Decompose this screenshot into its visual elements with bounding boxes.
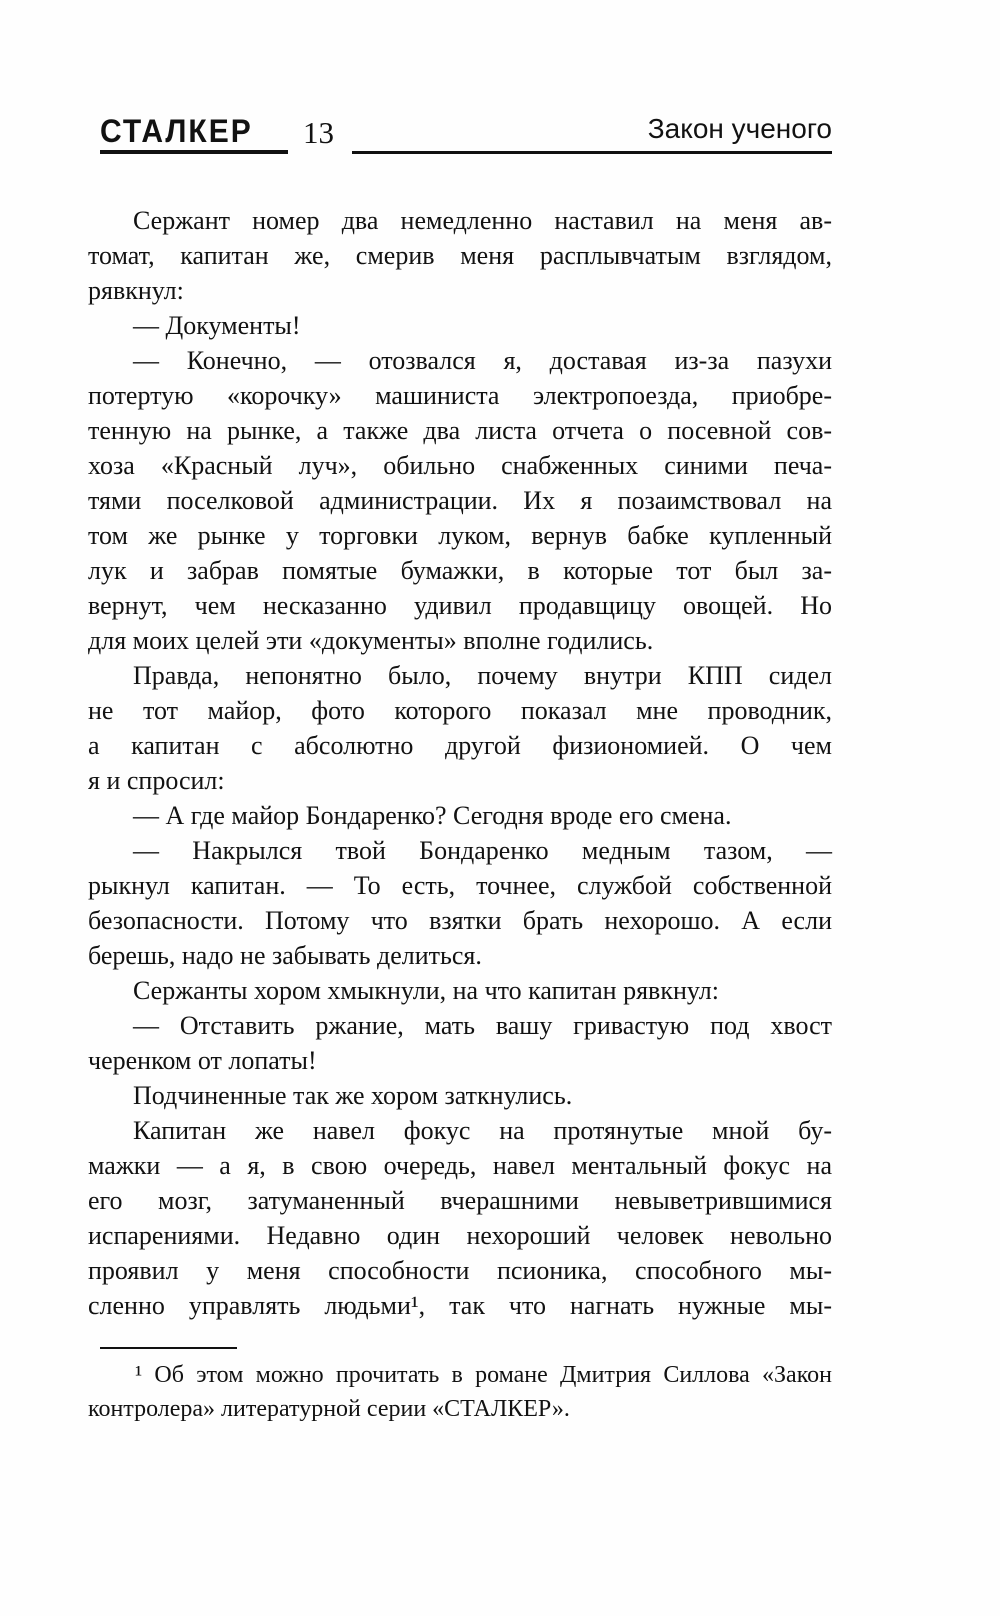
text-line: хоза «Красный луч», обильно снабженных синими печа- bbox=[88, 451, 832, 480]
header-rule-right bbox=[352, 151, 832, 154]
paragraph bbox=[88, 1113, 832, 1323]
paragraph bbox=[88, 1008, 832, 1078]
series-title: СТАЛКЕР bbox=[100, 114, 253, 150]
paragraph bbox=[88, 833, 832, 973]
text-line: Правда, непонятно было, почему внутри КПП сидел bbox=[133, 661, 832, 690]
page-number: 13 bbox=[303, 115, 334, 150]
text-line: мажки — а я, в свою очередь, навел ментальный фокус на bbox=[88, 1151, 832, 1180]
text-line: тями поселковой администрации. Их я позаимствовал на bbox=[88, 486, 832, 515]
text-line: черенком от лопаты! bbox=[88, 1046, 317, 1075]
text-line: вернут, чем несказанно удивил продавщицу овощей. Но bbox=[88, 591, 832, 620]
text-line: том же рынке у торговки луком, вернув бабке купленный bbox=[88, 521, 832, 550]
text-line: я и спросил: bbox=[88, 766, 225, 795]
text-line: рыкнул капитан. — То есть, точнее, службой собственной bbox=[88, 871, 832, 900]
paragraph bbox=[88, 973, 832, 1008]
text-line: — Документы! bbox=[133, 311, 301, 340]
footnote-rule bbox=[100, 1347, 237, 1349]
footnote-line: ¹ Об этом можно прочитать в романе Дмитрия Силлова «Закон bbox=[135, 1362, 832, 1388]
footnote bbox=[88, 1358, 832, 1426]
text-line: его мозг, затуманенный вчерашними невыветрившимися bbox=[88, 1186, 832, 1215]
text-line: безопасности. Потому что взятки брать нехорошо. А если bbox=[88, 906, 832, 935]
text-line: Подчиненные так же хором заткнулись. bbox=[133, 1081, 573, 1110]
chapter-title: Закон ученого bbox=[647, 113, 832, 144]
body-text bbox=[88, 203, 832, 1323]
text-line: — Конечно, — отозвался я, доставая из-за пазухи bbox=[133, 346, 832, 375]
paragraph bbox=[88, 308, 832, 343]
paragraph bbox=[88, 658, 832, 798]
text-line: лук и забрав помятые бумажки, в которые тот был за- bbox=[88, 556, 832, 585]
text-line: испарениями. Недавно один нехороший человек невольно bbox=[88, 1221, 832, 1250]
paragraph bbox=[88, 1078, 832, 1113]
paragraph bbox=[88, 203, 832, 308]
text-line: Сержанты хором хмыкнули, на что капитан рявкнул: bbox=[133, 976, 719, 1005]
text-line: — Отставить ржание, мать вашу гривастую под хвост bbox=[133, 1011, 832, 1040]
header-rule-left bbox=[100, 150, 288, 154]
text-line: томат, капитан же, смерив меня расплывчатым взглядом, bbox=[88, 241, 832, 270]
text-line: для моих целей эти «документы» вполне годились. bbox=[88, 626, 654, 655]
paragraph bbox=[88, 798, 832, 833]
text-line: тенную на рынке, а также два листа отчета о посевной сов- bbox=[88, 416, 832, 445]
text-line: — Накрылся твой Бондаренко медным тазом, — bbox=[133, 836, 832, 865]
text-line: потертую «корочку» машиниста электропоезда, приобре- bbox=[88, 381, 832, 410]
text-line: — А где майор Бондаренко? Сегодня вроде его смена. bbox=[133, 801, 732, 830]
text-line: Сержант номер два немедленно наставил на меня ав- bbox=[133, 206, 832, 235]
text-line: не тот майор, фото которого показал мне проводник, bbox=[88, 696, 832, 725]
text-line: рявкнул: bbox=[88, 276, 184, 305]
text-line: берешь, надо не забывать делиться. bbox=[88, 941, 482, 970]
text-line: Капитан же навел фокус на протянутые мной бу- bbox=[133, 1116, 832, 1145]
text-line: а капитан с абсолютно другой физиономией. О чем bbox=[88, 731, 832, 760]
paragraph bbox=[88, 1358, 832, 1426]
text-line: проявил у меня способности псионика, способного мы- bbox=[88, 1256, 832, 1285]
footnote-line: контролера» литературной серии «СТАЛКЕР». bbox=[88, 1396, 570, 1422]
text-line: сленно управлять людьми¹, так что нагнать нужные мы- bbox=[88, 1291, 832, 1320]
paragraph bbox=[88, 343, 832, 658]
